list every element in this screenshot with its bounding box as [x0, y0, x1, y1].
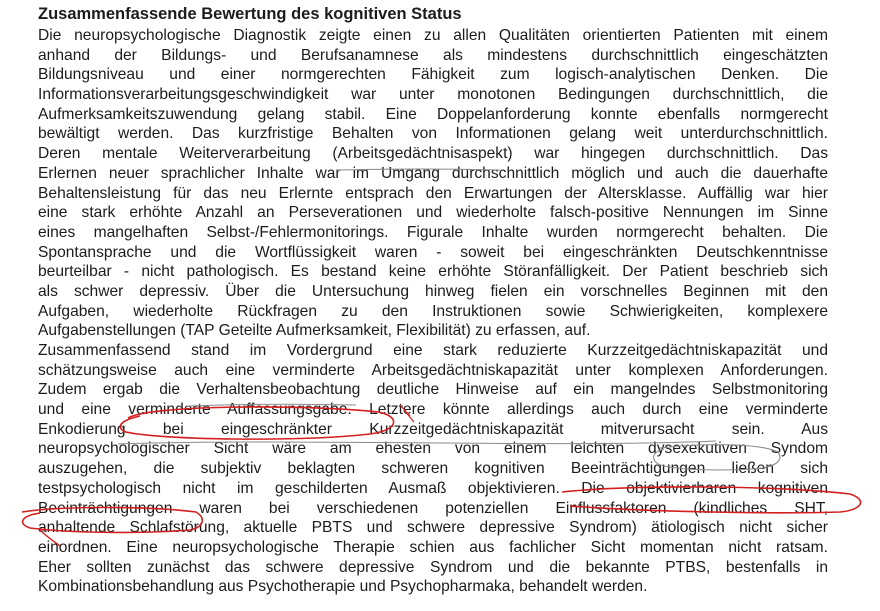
text-line: Zudem ergab die Verhaltensbeobachtung deutliche Hinweise auf ein mangelndes Selbstmonitoring: [38, 381, 828, 399]
text-line: anhaltende Schlafstörung, aktuelle PBTS und schwere depressive Syndrom) ätiologisch nicht sicher: [38, 519, 828, 537]
text-line: Eher sollten zunächst das schwere depressive Syndrom und die bekannte PTBS, bestenfalls in: [38, 558, 828, 576]
text-line: Enkodierung bei eingeschränkter Kurzzeitgedächtniskapazität mitverursacht sein. Aus: [38, 420, 828, 438]
text-line: Aufmerksamkeitszuwendung gelang stabil. Eine Doppelanforderung konnte ebenfalls normgerecht: [38, 105, 828, 123]
text-line: Behaltensleistung für das neu Erlernte entsprach den Erwartungen der Altersklasse. Auffällig war hier: [38, 184, 828, 202]
text-line: Erlernen neuer sprachlicher Inhalte war im Umgang durchschnittlich möglich und auch die dauerhafte: [38, 164, 828, 182]
text-line: Kombinationsbehandlung aus Psychotherapie und Psychopharmaka, behandelt werden.: [38, 578, 648, 596]
text-line: Die neuropsychologische Diagnostik zeigte einen zu allen Qualitäten orientierten Patienten mit einem: [38, 27, 828, 44]
text-line: beurteilbar - nicht pathologisch. Es bestand keine erhöhte Störanfälligkeit. Der Patient beschrieb sich: [38, 263, 828, 281]
text-line: Beeinträchtigungen waren bei verschiedenen potenziellen Einflussfaktoren (kindliches SHT,: [38, 499, 828, 517]
text-line: Aufgaben, wiederholte Rückfragen zu den Instruktionen sowie Schwierigkeiten, komplexere: [38, 302, 828, 320]
text-line: neuropsychologischer Sicht wäre am ehesten von einem leichten dysexekutiven Syndom: [38, 440, 828, 458]
text-line: testpsychologisch nicht im geschilderten Ausmaß objektivieren. Die objektivierbaren kognitiven: [38, 479, 828, 497]
text-line: Aufgabenstellungen (TAP Geteilte Aufmerksamkeit, Flexibilität) zu erfassen, auf.: [38, 322, 591, 340]
text-line: Zusammenfassend stand im Vordergrund eine stark reduzierte Kurzzeitgedächtniskapazität und: [38, 342, 828, 359]
text-line: Informationsverarbeitungsgeschwindigkeit war unter monotonen Bedingungen durchschnittlich, die: [38, 86, 828, 104]
text-line: eine stark erhöhte Anzahl an Perseverationen und wiederholte falsch-positive Nennungen im Sinne: [38, 204, 828, 222]
text-line: Bildungsniveau und einer normgerechten Fähigkeit zum logisch-analytischen Denken. Die: [38, 66, 828, 84]
text-line: einordnen. Eine neuropsychologische Therapie schien aus fachlicher Sicht momentan nicht ratsam.: [38, 538, 828, 556]
text-line: Spontansprache und die Wortflüssigkeit waren - soweit bei eingeschränkten Deutschkenntnisse: [38, 243, 828, 261]
text-line: bewältigt werden. Das kurzfristige Behalten von Informationen gelang weit unterdurchschnittlich.: [38, 125, 828, 143]
text-line: eines mangelhaften Selbst-/Fehlermonitorings. Figurale Inhalte wurden normgerecht behalten. Die: [38, 223, 828, 241]
text-line: als schwer depressiv. Über die Untersuchung hinweg fielen ein vorschnelles Beginnen mit den: [38, 282, 828, 300]
text-line: und eine verminderte Auffassungsgabe. Letztere könnte allerdings auch durch eine verminderte: [38, 401, 828, 419]
text-line: auszugehen, die subjektiv beklagten schweren kognitiven Beeinträchtigungen ließen sich: [38, 460, 828, 478]
section-heading: Zusammenfassende Bewertung des kognitiven Status: [38, 5, 462, 23]
text-line: anhand der Bildungs- und Berufsanamnese als mindestens durchschnittlich eingeschätzten: [38, 46, 828, 64]
assessment-paragraph: [38, 26, 828, 597]
text-line: Deren mentale Weiterverarbeitung (Arbeitsgedächtnisaspekt) war hingegen durchschnittlich. Das: [38, 145, 828, 163]
text-line: schätzungsweise auch eine verminderte Arbeitsgedächtniskapazität unter komplexen Anforderungen.: [38, 361, 828, 379]
